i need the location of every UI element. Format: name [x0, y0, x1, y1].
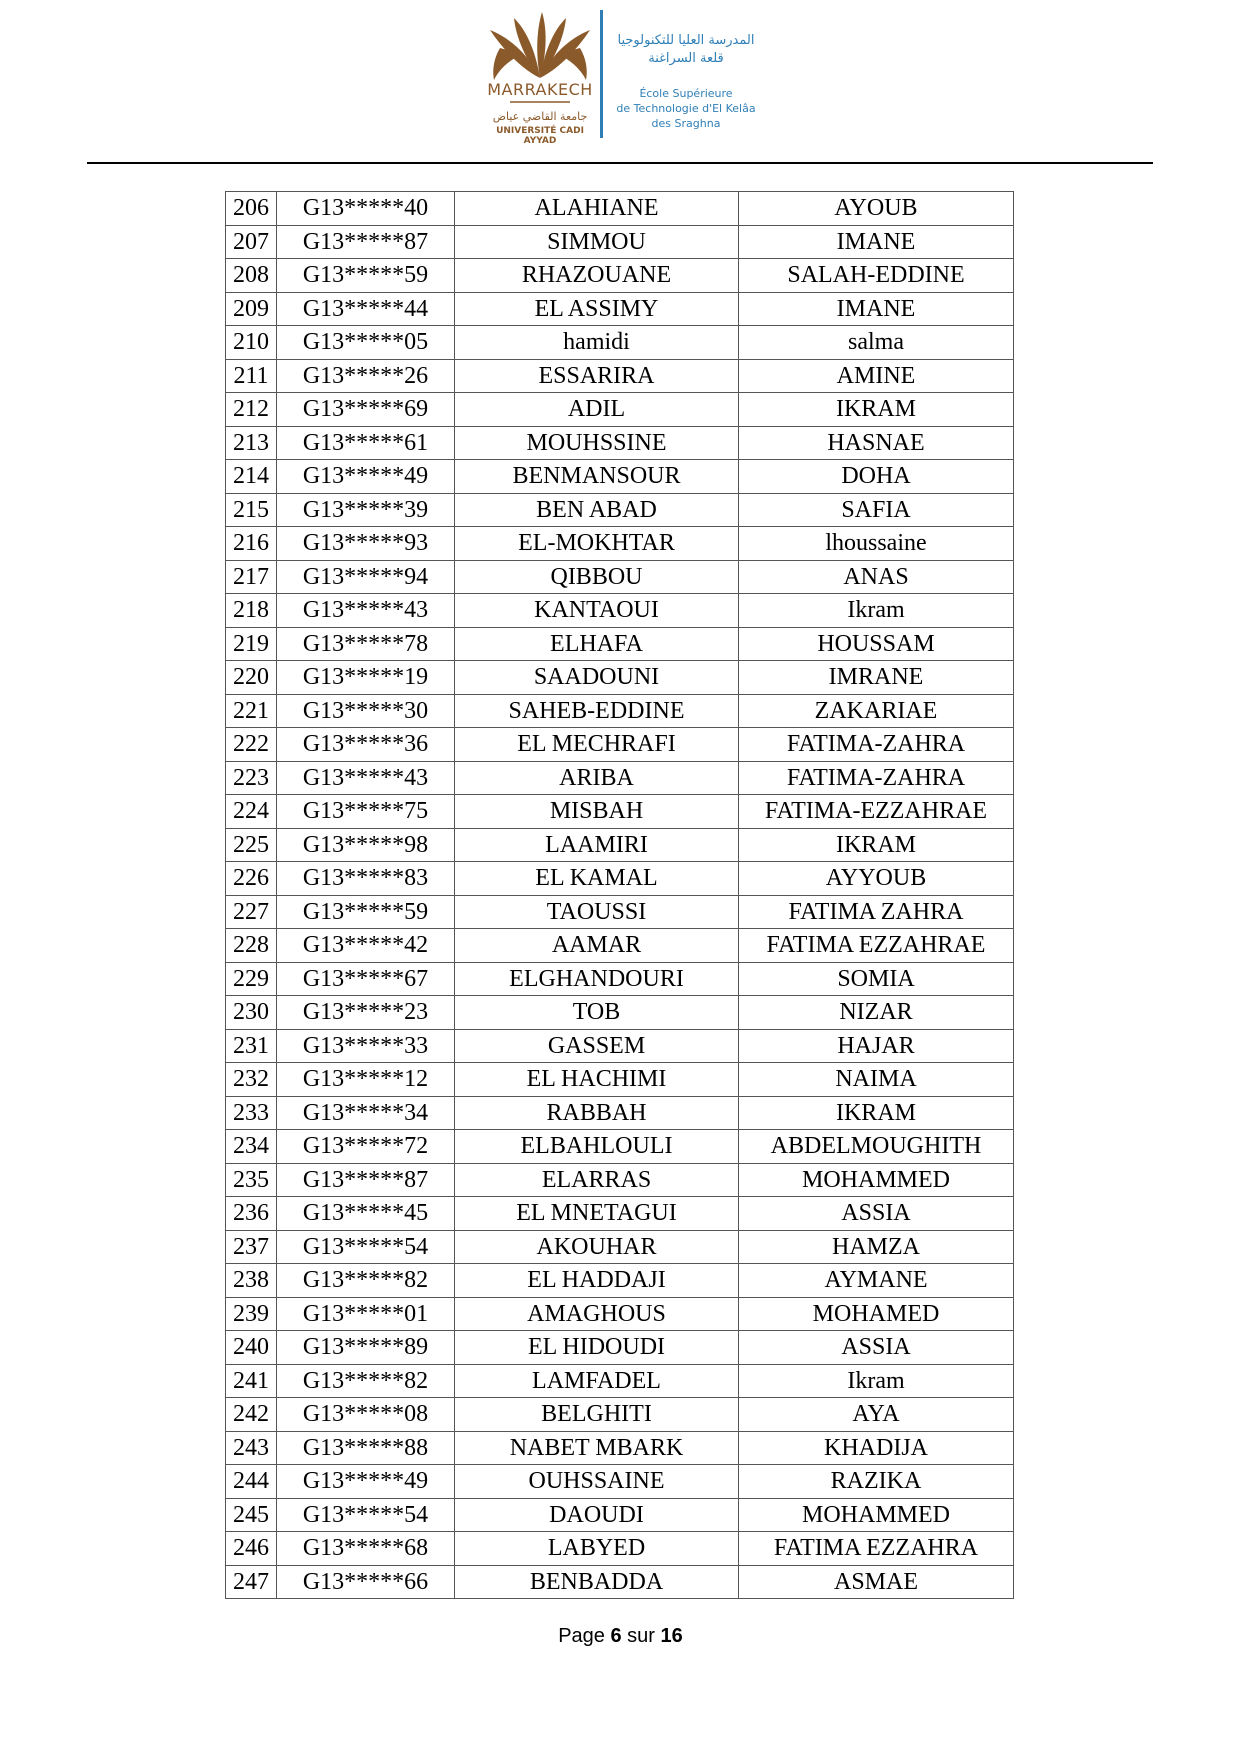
student-code-cell: G13*****59 [277, 895, 455, 929]
student-code-cell: G13*****87 [277, 225, 455, 259]
last-name-cell: BENBADDA [455, 1565, 739, 1599]
row-number-cell: 223 [226, 761, 277, 795]
first-name-cell: FATIMA EZZAHRAE [739, 929, 1014, 963]
first-name-cell: SALAH-EDDINE [739, 259, 1014, 293]
student-code-cell: G13*****33 [277, 1029, 455, 1063]
page-header [0, 0, 1241, 160]
last-name-cell: EL MECHRAFI [455, 728, 739, 762]
student-code-cell: G13*****42 [277, 929, 455, 963]
first-name-cell: HOUSSAM [739, 627, 1014, 661]
row-number-cell: 239 [226, 1297, 277, 1331]
last-name-cell: ELBAHLOULI [455, 1130, 739, 1164]
last-name-cell: NABET MBARK [455, 1431, 739, 1465]
table-row [226, 1130, 1014, 1164]
last-name-cell: AAMAR [455, 929, 739, 963]
row-number-cell: 216 [226, 527, 277, 561]
row-number-cell: 229 [226, 962, 277, 996]
last-name-cell: SIMMOU [455, 225, 739, 259]
table-row [226, 1532, 1014, 1566]
last-name-cell: BENMANSOUR [455, 460, 739, 494]
table-row [226, 460, 1014, 494]
last-name-cell: ELARRAS [455, 1163, 739, 1197]
table-row [226, 326, 1014, 360]
student-code-cell: G13*****93 [277, 527, 455, 561]
first-name-cell: IMANE [739, 225, 1014, 259]
first-name-cell: AMINE [739, 359, 1014, 393]
student-code-cell: G13*****39 [277, 493, 455, 527]
school-name-fr [606, 86, 766, 131]
school-name-ar [606, 32, 766, 68]
student-table [225, 191, 1014, 1599]
student-code-cell: G13*****19 [277, 661, 455, 695]
student-code-cell: G13*****98 [277, 828, 455, 862]
last-name-cell: AKOUHAR [455, 1230, 739, 1264]
first-name-cell: HAMZA [739, 1230, 1014, 1264]
student-code-cell: G13*****23 [277, 996, 455, 1030]
logo-divider [600, 10, 603, 138]
last-name-cell: LAAMIRI [455, 828, 739, 862]
student-code-cell: G13*****30 [277, 694, 455, 728]
row-number-cell: 233 [226, 1096, 277, 1130]
last-name-cell: QIBBOU [455, 560, 739, 594]
city-name: MARRAKECH [487, 80, 593, 99]
first-name-cell: MOHAMMED [739, 1163, 1014, 1197]
row-number-cell: 240 [226, 1331, 277, 1365]
last-name-cell: EL MNETAGUI [455, 1197, 739, 1231]
table-row [226, 1398, 1014, 1432]
first-name-cell: KHADIJA [739, 1431, 1014, 1465]
school-name-ar-line2: قلعة السراغنة [648, 51, 724, 66]
first-name-cell: AYYOUB [739, 862, 1014, 896]
table-row [226, 1264, 1014, 1298]
student-code-cell: G13*****61 [277, 426, 455, 460]
row-number-cell: 246 [226, 1532, 277, 1566]
first-name-cell: NAIMA [739, 1063, 1014, 1097]
row-number-cell: 227 [226, 895, 277, 929]
student-code-cell: G13*****82 [277, 1264, 455, 1298]
current-page-number: 6 [610, 1625, 622, 1647]
first-name-cell: FATIMA EZZAHRA [739, 1532, 1014, 1566]
last-name-cell: BELGHITI [455, 1398, 739, 1432]
last-name-cell: TAOUSSI [455, 895, 739, 929]
student-code-cell: G13*****82 [277, 1364, 455, 1398]
first-name-cell: HAJAR [739, 1029, 1014, 1063]
row-number-cell: 236 [226, 1197, 277, 1231]
student-code-cell: G13*****43 [277, 761, 455, 795]
row-number-cell: 245 [226, 1498, 277, 1532]
table-row [226, 1230, 1014, 1264]
last-name-cell: OUHSSAINE [455, 1465, 739, 1499]
row-number-cell: 207 [226, 225, 277, 259]
table-row [226, 795, 1014, 829]
first-name-cell: IKRAM [739, 393, 1014, 427]
row-number-cell: 222 [226, 728, 277, 762]
table-row [226, 1197, 1014, 1231]
table-row [226, 594, 1014, 628]
page-word: Page [558, 1625, 605, 1647]
student-code-cell: G13*****94 [277, 560, 455, 594]
student-code-cell: G13*****49 [277, 460, 455, 494]
last-name-cell: ARIBA [455, 761, 739, 795]
row-number-cell: 231 [226, 1029, 277, 1063]
row-number-cell: 215 [226, 493, 277, 527]
first-name-cell: ANAS [739, 560, 1014, 594]
university-name-ar: جامعة القاضي عياض [492, 110, 588, 123]
table-row [226, 627, 1014, 661]
table-row [226, 292, 1014, 326]
table-row [226, 493, 1014, 527]
table-row [226, 225, 1014, 259]
table-row [226, 1498, 1014, 1532]
table-row [226, 1163, 1014, 1197]
student-code-cell: G13*****54 [277, 1230, 455, 1264]
row-number-cell: 232 [226, 1063, 277, 1097]
first-name-cell: FATIMA-EZZAHRAE [739, 795, 1014, 829]
row-number-cell: 243 [226, 1431, 277, 1465]
student-code-cell: G13*****43 [277, 594, 455, 628]
student-code-cell: G13*****40 [277, 192, 455, 226]
row-number-cell: 219 [226, 627, 277, 661]
table-row [226, 426, 1014, 460]
student-code-cell: G13*****45 [277, 1197, 455, 1231]
first-name-cell: lhoussaine [739, 527, 1014, 561]
last-name-cell: ELHAFA [455, 627, 739, 661]
row-number-cell: 218 [226, 594, 277, 628]
row-number-cell: 235 [226, 1163, 277, 1197]
row-number-cell: 228 [226, 929, 277, 963]
first-name-cell: ASMAE [739, 1565, 1014, 1599]
of-word: sur [627, 1625, 655, 1647]
row-number-cell: 212 [226, 393, 277, 427]
table-row [226, 1364, 1014, 1398]
table-row [226, 661, 1014, 695]
school-name-fr-line3: des Sraghna [651, 117, 721, 130]
first-name-cell: IKRAM [739, 1096, 1014, 1130]
row-number-cell: 217 [226, 560, 277, 594]
first-name-cell: RAZIKA [739, 1465, 1014, 1499]
last-name-cell: EL-MOKHTAR [455, 527, 739, 561]
row-number-cell: 206 [226, 192, 277, 226]
student-code-cell: G13*****69 [277, 393, 455, 427]
row-number-cell: 213 [226, 426, 277, 460]
first-name-cell: AYOUB [739, 192, 1014, 226]
row-number-cell: 211 [226, 359, 277, 393]
table-row [226, 996, 1014, 1030]
last-name-cell: SAADOUNI [455, 661, 739, 695]
first-name-cell: ASSIA [739, 1197, 1014, 1231]
row-number-cell: 237 [226, 1230, 277, 1264]
table-row [226, 527, 1014, 561]
first-name-cell: IMANE [739, 292, 1014, 326]
first-name-cell: FATIMA ZAHRA [739, 895, 1014, 929]
student-code-cell: G13*****88 [277, 1431, 455, 1465]
student-code-cell: G13*****66 [277, 1565, 455, 1599]
table-row [226, 1063, 1014, 1097]
first-name-cell: salma [739, 326, 1014, 360]
row-number-cell: 208 [226, 259, 277, 293]
last-name-cell: ADIL [455, 393, 739, 427]
last-name-cell: ELGHANDOURI [455, 962, 739, 996]
school-name-fr-line2: de Technologie d'El Kelâa [616, 102, 756, 115]
row-number-cell: 244 [226, 1465, 277, 1499]
student-code-cell: G13*****36 [277, 728, 455, 762]
student-code-cell: G13*****05 [277, 326, 455, 360]
first-name-cell: Ikram [739, 594, 1014, 628]
first-name-cell: ABDELMOUGHITH [739, 1130, 1014, 1164]
last-name-cell: ESSARIRA [455, 359, 739, 393]
row-number-cell: 220 [226, 661, 277, 695]
student-code-cell: G13*****12 [277, 1063, 455, 1097]
school-name-ar-line1: المدرسة العليا للتكنولوجيا [617, 33, 755, 48]
table-row [226, 1465, 1014, 1499]
last-name-cell: hamidi [455, 326, 739, 360]
row-number-cell: 225 [226, 828, 277, 862]
first-name-cell: ZAKARIAE [739, 694, 1014, 728]
student-code-cell: G13*****72 [277, 1130, 455, 1164]
school-name-fr-line1: École Supérieure [639, 87, 733, 100]
last-name-cell: RHAZOUANE [455, 259, 739, 293]
student-code-cell: G13*****89 [277, 1331, 455, 1365]
first-name-cell: FATIMA-ZAHRA [739, 761, 1014, 795]
university-name-fr: UNIVERSITÉ CADI AYYAD [496, 126, 584, 146]
first-name-cell: SAFIA [739, 493, 1014, 527]
row-number-cell: 238 [226, 1264, 277, 1298]
first-name-cell: DOHA [739, 460, 1014, 494]
last-name-cell: DAOUDI [455, 1498, 739, 1532]
row-number-cell: 241 [226, 1364, 277, 1398]
first-name-cell: AYMANE [739, 1264, 1014, 1298]
table-row [226, 192, 1014, 226]
last-name-cell: RABBAH [455, 1096, 739, 1130]
first-name-cell: AYA [739, 1398, 1014, 1432]
row-number-cell: 210 [226, 326, 277, 360]
row-number-cell: 234 [226, 1130, 277, 1164]
table-row [226, 1029, 1014, 1063]
first-name-cell: ASSIA [739, 1331, 1014, 1365]
first-name-cell: Ikram [739, 1364, 1014, 1398]
row-number-cell: 230 [226, 996, 277, 1030]
first-name-cell: HASNAE [739, 426, 1014, 460]
student-code-cell: G13*****87 [277, 1163, 455, 1197]
last-name-cell: EL HADDAJI [455, 1264, 739, 1298]
table-row [226, 862, 1014, 896]
table-row [226, 560, 1014, 594]
student-code-cell: G13*****83 [277, 862, 455, 896]
row-number-cell: 242 [226, 1398, 277, 1432]
row-number-cell: 247 [226, 1565, 277, 1599]
student-code-cell: G13*****67 [277, 962, 455, 996]
first-name-cell: NIZAR [739, 996, 1014, 1030]
last-name-cell: AMAGHOUS [455, 1297, 739, 1331]
student-code-cell: G13*****75 [277, 795, 455, 829]
total-pages-number: 16 [660, 1625, 683, 1647]
student-code-cell: G13*****59 [277, 259, 455, 293]
last-name-cell: EL HACHIMI [455, 1063, 739, 1097]
first-name-cell: IKRAM [739, 828, 1014, 862]
student-code-cell: G13*****54 [277, 1498, 455, 1532]
row-number-cell: 209 [226, 292, 277, 326]
table-row [226, 1331, 1014, 1365]
row-number-cell: 221 [226, 694, 277, 728]
first-name-cell: FATIMA-ZAHRA [739, 728, 1014, 762]
last-name-cell: EL ASSIMY [455, 292, 739, 326]
student-table-body [226, 192, 1014, 1599]
last-name-cell: LAMFADEL [455, 1364, 739, 1398]
first-name-cell: SOMIA [739, 962, 1014, 996]
student-code-cell: G13*****01 [277, 1297, 455, 1331]
first-name-cell: IMRANE [739, 661, 1014, 695]
row-number-cell: 224 [226, 795, 277, 829]
last-name-cell: LABYED [455, 1532, 739, 1566]
table-row [226, 1431, 1014, 1465]
student-code-cell: G13*****44 [277, 292, 455, 326]
table-row [226, 694, 1014, 728]
table-row [226, 1297, 1014, 1331]
table-row [226, 761, 1014, 795]
header-rule [87, 162, 1153, 164]
table-row [226, 1096, 1014, 1130]
student-code-cell: G13*****34 [277, 1096, 455, 1130]
last-name-cell: GASSEM [455, 1029, 739, 1063]
row-number-cell: 226 [226, 862, 277, 896]
table-row [226, 359, 1014, 393]
table-row [226, 929, 1014, 963]
student-code-cell: G13*****49 [277, 1465, 455, 1499]
page-footer [0, 1625, 1241, 1648]
last-name-cell: BEN ABAD [455, 493, 739, 527]
table-row [226, 393, 1014, 427]
last-name-cell: EL KAMAL [455, 862, 739, 896]
first-name-cell: MOHAMMED [739, 1498, 1014, 1532]
first-name-cell: MOHAMED [739, 1297, 1014, 1331]
row-number-cell: 214 [226, 460, 277, 494]
last-name-cell: ALAHIANE [455, 192, 739, 226]
table-row [226, 259, 1014, 293]
last-name-cell: MOUHSSINE [455, 426, 739, 460]
table-row [226, 828, 1014, 862]
last-name-cell: SAHEB-EDDINE [455, 694, 739, 728]
student-code-cell: G13*****68 [277, 1532, 455, 1566]
student-code-cell: G13*****08 [277, 1398, 455, 1432]
last-name-cell: MISBAH [455, 795, 739, 829]
table-row [226, 1565, 1014, 1599]
last-name-cell: KANTAOUI [455, 594, 739, 628]
last-name-cell: EL HIDOUDI [455, 1331, 739, 1365]
table-row [226, 728, 1014, 762]
student-code-cell: G13*****26 [277, 359, 455, 393]
last-name-cell: TOB [455, 996, 739, 1030]
table-row [226, 895, 1014, 929]
student-code-cell: G13*****78 [277, 627, 455, 661]
table-row [226, 962, 1014, 996]
